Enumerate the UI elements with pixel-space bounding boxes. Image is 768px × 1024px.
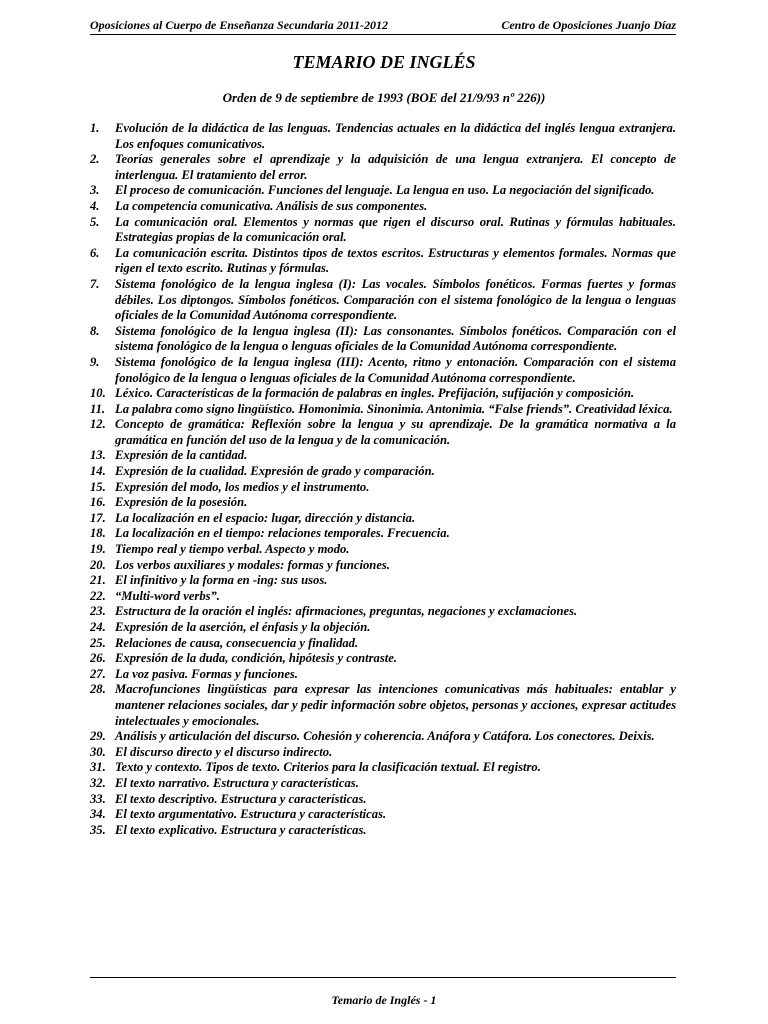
document-title: TEMARIO DE INGLÉS [292,52,476,72]
topic-text: La localización en el espacio: lugar, dirección y distancia. [115,510,416,525]
topic-text: Evolución de la didáctica de las lenguas. Tendencias actuales en la didáctica del inglés lengua extranjera. Los enfoques comunicativos. [115,121,676,151]
header-right-text: Centro de Oposiciones Juanjo Díaz [501,18,676,32]
topic-number: 18. [90,526,106,541]
topic-number: 14. [90,464,106,479]
topic-number: 17. [90,510,106,525]
page-header [90,14,676,34]
topic-item [90,823,676,839]
topic-item [90,417,676,448]
topic-item [90,542,676,558]
topic-text: El texto descriptivo. Estructura y características. [115,791,367,806]
topic-item [90,386,676,402]
topic-number: 15. [90,479,106,494]
topic-text: El discurso directo y el discurso indirecto. [115,744,333,759]
header-divider [90,34,676,35]
topic-item [90,682,676,729]
topic-number: 30. [90,744,106,759]
topic-item [90,511,676,527]
topic-item [90,792,676,808]
topic-number: 34. [90,807,106,822]
topic-text: Expresión de la aserción, el énfasis y la objeción. [115,620,371,634]
topic-text: Léxico. Características de la formación de palabras en ingles. Prefijación, sufijación y composición. [115,386,635,401]
topic-item [90,448,676,464]
topic-item [90,558,676,574]
topic-number: 33. [90,791,106,806]
topic-item [90,183,676,199]
topic-item [90,776,676,792]
topic-number: 24. [90,620,106,634]
topic-text: Teorías generales sobre el aprendizaje y la adquisición de una lengua extranjera. El concepto de interlengua. El tratamiento del error. [115,152,676,182]
topic-text: El proceso de comunicación. Funciones del lenguaje. La lengua en uso. La negociación del significado. [115,183,655,198]
topic-item [90,277,676,324]
topic-number: 2. [90,152,100,167]
topic-text: Texto y contexto. Tipos de texto. Criterios para la clasificación textual. El registro. [115,760,541,775]
topic-text: La competencia comunicativa. Análisis de sus componentes. [115,198,428,213]
topic-number: 5. [90,214,100,229]
topic-text: Expresión de la duda, condición, hipótesis y contraste. [115,651,397,666]
topic-text: La palabra como signo lingüístico. Homonimia. Sinonimia. Antonimia. “False friends”. Creatividad léxica. [115,401,673,416]
topic-item [90,636,676,652]
topic-text: Tiempo real y tiempo verbal. Aspecto y modo. [115,542,350,557]
topic-item [90,651,676,667]
topic-item [90,667,676,683]
topic-item [90,526,676,542]
topic-number: 3. [90,183,100,198]
topic-number: 11. [90,401,106,416]
topic-item [90,480,676,496]
topic-number: 8. [90,323,100,338]
topic-item [90,355,676,386]
page-footer: Temario de Inglés - 1 [331,993,437,1007]
topic-number: 23. [90,604,106,619]
topic-text: Concepto de gramática: Reflexión sobre la lengua y su aprendizaje. De la gramática normativa a la gramática en función del uso de la lengua y de la comunicación. [115,417,676,447]
topic-number: 16. [90,495,106,510]
topic-text: Expresión del modo, los medios y el instrumento. [115,479,370,494]
topic-text: “Multi-word verbs”. [115,588,220,603]
topic-item [90,246,676,277]
topic-number: 13. [90,448,106,463]
topic-item [90,729,676,745]
topic-item [90,620,676,636]
topic-item [90,402,676,418]
topic-text: Sistema fonológico de la lengua inglesa (III): Acento, ritmo y entonación. Comparación con el sistema fonológico de la lengua o lenguas oficiales de la Comunidad Autónoma correspondiente. [115,354,676,385]
header-left-text: Oposiciones al Cuerpo de Enseñanza Secundaria 2011-2012 [90,18,389,32]
topic-text: El texto narrativo. Estructura y características. [115,775,359,790]
topic-text: Estructura de la oración el inglés: afirmaciones, preguntas, negaciones y exclamaciones. [115,604,578,619]
topic-number: 20. [90,557,106,572]
topic-item [90,324,676,355]
topic-number: 28. [90,682,106,697]
topic-item [90,745,676,761]
topic-text: Expresión de la cantidad. [115,448,248,463]
topic-number: 32. [90,775,106,790]
topic-text: Expresión de la posesión. [115,495,248,510]
topic-item [90,464,676,480]
topic-number: 22. [90,588,106,603]
footer-divider [90,977,676,978]
topic-number: 9. [90,354,100,369]
topic-number: 26. [90,651,106,666]
topic-number: 19. [90,542,106,557]
topic-number: 7. [90,276,100,291]
topic-text: Los verbos auxiliares y modales: formas y funciones. [115,557,390,572]
topic-item [90,152,676,183]
topic-item [90,121,676,152]
topic-item [90,760,676,776]
topic-text: La voz pasiva. Formas y funciones. [115,666,298,681]
topic-text: El texto argumentativo. Estructura y características. [115,807,387,822]
topic-text: Expresión de la cualidad. Expresión de grado y comparación. [115,464,435,479]
topic-item [90,199,676,215]
topic-text: El texto explicativo. Estructura y características. [115,822,367,837]
topic-number: 21. [90,573,106,588]
topic-text: El infinitivo y la forma en -ing: sus usos. [115,573,328,588]
topic-text: Relaciones de causa, consecuencia y finalidad. [115,635,359,650]
topic-text: La comunicación escrita. Distintos tipos de textos escritos. Estructuras y elementos formales. Normas que rigen el texto escrito. Rutinas y fórmulas. [115,245,676,276]
topic-item [90,573,676,589]
topic-item [90,495,676,511]
topic-text: La localización en el tiempo: relaciones temporales. Frecuencia. [115,526,450,541]
topic-text: Macrofunciones lingüísticas para expresar las intenciones comunicativas más habituales: entablar y mantener relaciones sociales, dar y pedir información sobre objetos, personas y acciones, expresar actitudes intelectuales y emocionales. [115,682,676,728]
topic-text: Sistema fonológico de la lengua inglesa (II): Las consonantes. Símbolos fonéticos. Comparación con el sistema fonológico de la lengua o lenguas oficiales de la Comunidad Autónoma correspondiente. [115,323,676,354]
topic-number: 25. [90,635,106,650]
topic-text: Sistema fonológico de la lengua inglesa (I): Las vocales. Símbolos fonéticos. Formas fuertes y formas débiles. Los diptongos. Símbolos fonéticos. Comparación con el sistema fonológico de la lengua o lenguas oficiales de la Comunidad Autónoma correspondiente. [115,276,676,323]
topic-number: 12. [90,417,106,432]
topic-item [90,604,676,620]
topic-item [90,215,676,246]
topic-number: 4. [90,198,100,213]
topic-number: 29. [90,729,106,744]
topic-number: 35. [90,822,106,837]
topic-number: 27. [90,666,106,681]
topic-number: 1. [90,121,100,135]
topic-text: Análisis y articulación del discurso. Cohesión y coherencia. Anáfora y Catáfora. Los conectores. Deixis. [115,729,655,744]
topic-text: La comunicación oral. Elementos y normas que rigen el discurso oral. Rutinas y fórmulas habituales. Estrategias propias de la comunicación oral. [115,214,676,245]
topic-number: 31. [90,760,106,775]
topic-number: 6. [90,245,100,260]
document-subtitle: Orden de 9 de septiembre de 1993 (BOE del 21/9/93 nº 226)) [222,90,546,105]
topic-item [90,589,676,605]
topic-item [90,807,676,823]
topic-number: 10. [90,386,106,401]
topic-list [90,121,676,838]
